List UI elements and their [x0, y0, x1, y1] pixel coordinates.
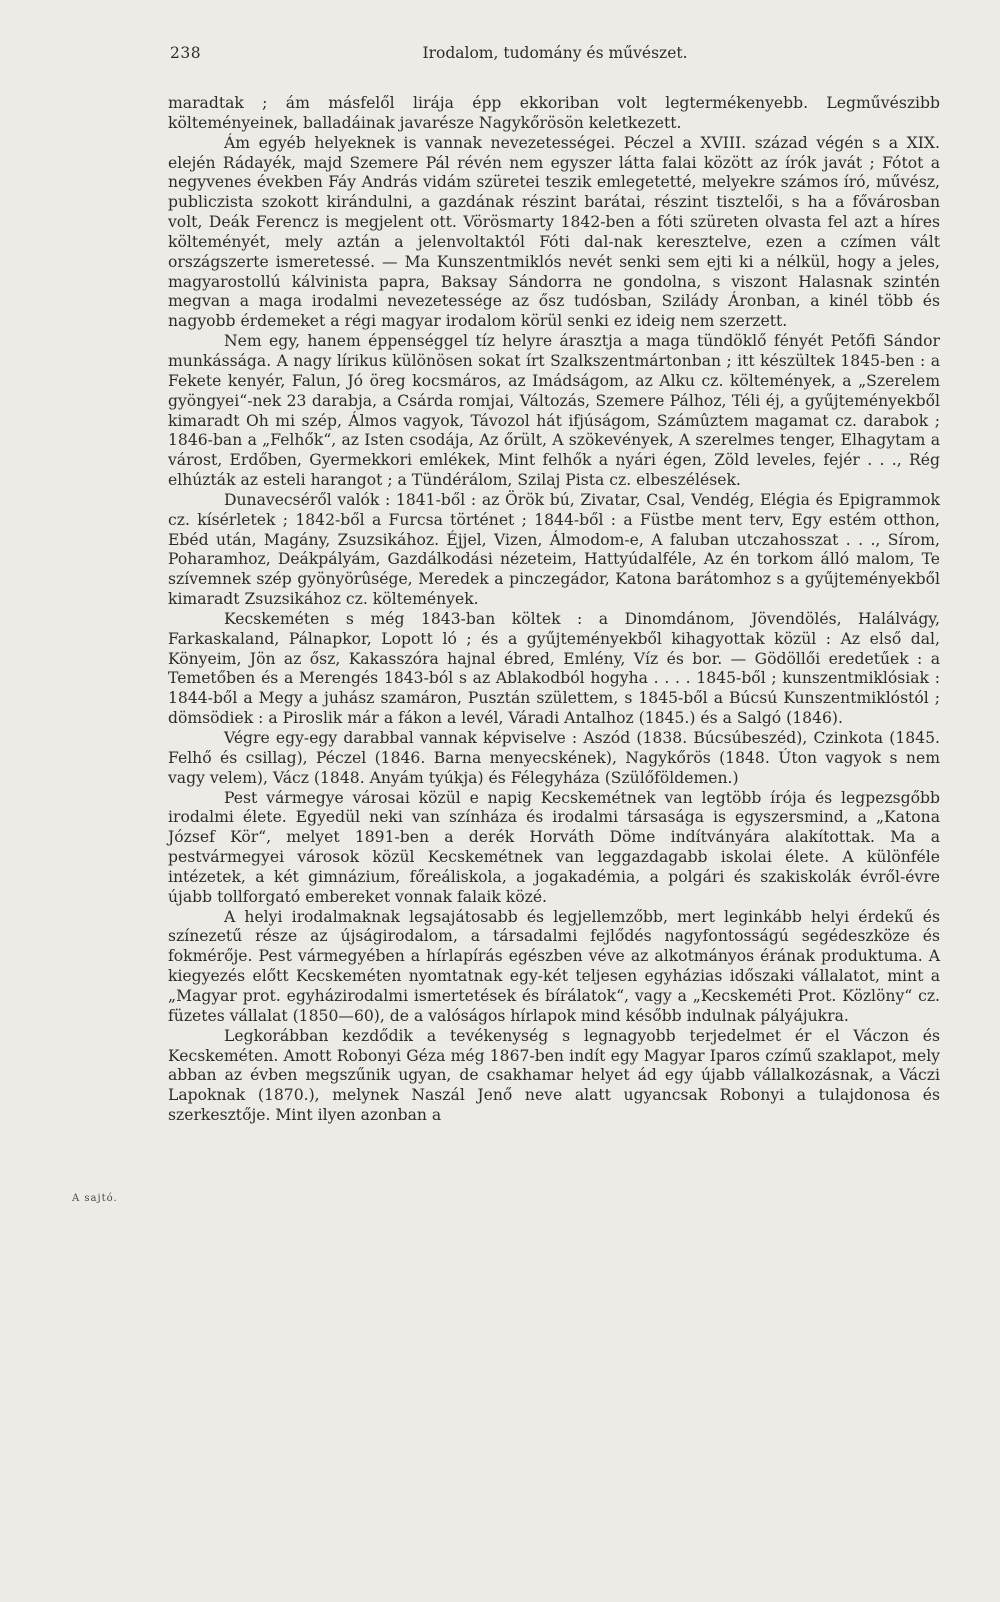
running-title: Irodalom, tudomány és művészet.	[422, 44, 688, 62]
paragraph: Végre egy-egy darabbal vannak képviselve : Aszód (1838. Búcsúbeszéd), Czinkota (1845. Felhő és csillag), Péczel (1846. Barna menyecskének), Nagykőrös (1848. Úton vagyok s nem vagy velem), Vácz (1848. Anyám tyúkja) és Félegyháza (Szülőföldemen.)	[168, 729, 940, 787]
page-number: 238	[170, 44, 202, 62]
body-text	[168, 94, 940, 1126]
paragraph: Kecskeméten s még 1843-ban költek : a Dinomdánom, Jövendölés, Halálvágy, Farkaskaland, Pálnapkor, Lopott ló ; és a gyűjteményekből kihagyottak közül : Az első dal, Könyeim, Jön az ősz, Kakasszóra hajnal ébred, Emlény, Víz és bor. — Gödöllői eredetűek : a Temetőben és a Merengés 1843-ból s az Ablakodból hogyha . . . . 1845-ből ; kunszentmiklósiak : 1844-ből a Megy a juhász szamáron, Pusztán születtem, s 1845-ből a Búcsú Kunszentmiklóstól ; dömsödiek : a Piroslik már a fákon a levél, Váradi Antalhoz (1845.) és a Salgó (1846).	[168, 609, 940, 728]
paragraph: Ám egyéb helyeknek is vannak nevezetességei. Péczel a XVIII. század végén s a XIX. elején Rádayék, majd Szemere Pál révén nem egyszer látta falai között az írók javát ; Fótot a negyvenes években Fáy András vidám szüretei teszik emlegetetté, melyekre számos író, művész, publiczista szokott kirándulni, a gazdának részint barátai, részint tisztelői, s ha a fővárosban volt, Deák Ferencz is megjelent ott. Vörösmarty 1842-ben a fóti szüreten olvasta fel azt a híres költeményét, mely aztán a jelenvoltaktól Fóti dal-nak keresztelve, ezen a czímen vált országszerte ismeretessé. — Ma Kunszentmiklós nevét senki sem ejti ki a nélkül, hogy a jeles, magyarostollú kálvinista papra, Baksay Sándorra ne gondolna, s viszont Halasnak szintén megvan a maga irodalmi nevezetessége az ősz tudósban, Szilády Áronban, a kinél több és nagyobb érdemeket a régi magyar irodalom körül senki ez ideig nem szerzett.	[168, 133, 940, 331]
running-header	[170, 44, 940, 70]
paragraph: Legkorábban kezdődik a tevékenység s legnagyobb terjedelmet ér el Váczon és Kecskeméten. Amott Robonyi Géza még 1867-ben indít egy Magyar Iparos czímű szaklapot, mely abban az évben megszűnik ugyan, de csakhamar helyet ád egy újabb vállalkozásnak, a Váczi Lapoknak (1870.), melynek Naszál Jenő neve alatt ugyancsak Robonyi a tulajdonosa és szerkesztője. Mint ilyen azonban a	[168, 1026, 940, 1125]
paragraph: Pest vármegye városai közül e napig Kecskemétnek van legtöbb írója és legpezsgőbb irodalmi élete. Egyedül neki van színháza és irodalmi társasága is egyszersmind, a „Katona József Kör“, melyet 1891-ben a derék Horváth Döme indítványára alakítottak. Ma a pestvármegyei városok közül Kecskemétnek van leggazdagabb iskolai élete. A különféle intézetek, a két gimnázium, főreáliskola, a jogakadémia, a polgári és szakiskolák évről-évre újabb tollforgató embereket vonnak falaik közé.	[168, 788, 940, 906]
margin-note: A sajtó.	[72, 1193, 118, 1204]
paragraph: Dunavecséről valók : 1841-ből : az Örök bú, Zivatar, Csal, Vendég, Elégia és Epigrammok cz. kísérletek ; 1842-ből a Furcsa történet ; 1844-ből : a Füstbe ment terv, Egy estém otthon, Ebéd után, Magány, Zsuzsikához. Éjjel, Vizen, Álmodom-e, A faluban utczahosszat . . ., Sírom, Poharamhoz, Deákpályám, Gazdálkodási nézeteim, Hattyúdalféle, Az én torkom álló malom, Te szívemnek szép gyönyörûsége, Meredek a pinczegádor, Katona barátomhoz s a gyűjteményekből kimaradt Zsuzsikához cz. költemények.	[168, 490, 940, 609]
paragraph: A helyi irodalmaknak legsajátosabb és legjellemzőbb, mert leginkább helyi érdekű és színezetű része az újságirodalom, a társadalmi fejlődés nagyfontosságú segédeszköze és fokmérője. Pest vármegyében a hírlapírás egészben véve az alkotmányos érának produktuma. A kiegyezés előtt Kecskeméten nyomtatnak egy-két teljesen egyházias időszaki vállalatot, mint a „Magyar prot. egyházirodalmi ismertetések és bírálatok“, vagy a „Kecskeméti Prot. Közlöny“ cz. füzetes vállalat (1850—60), de a valóságos hírlapok mind később indulnak pályájukra.	[168, 907, 940, 1025]
paragraph: maradtak ; ám másfelől lirája épp ekkoriban volt legtermékenyebb. Legművészibb költeményeinek, balladáinak javarésze Nagykőrösön keletkezett.	[168, 94, 940, 132]
paragraph: Nem egy, hanem éppenséggel tíz helyre árasztja a maga tündöklő fényét Petőfi Sándor munkássága. A nagy lírikus különösen sokat írt Szalkszentmártonban ; itt készültek 1845-ben : a Fekete kenyér, Falun, Jó öreg kocsmáros, az Imádságom, az Alku cz. költemények, a „Szerelem gyöngyei“-nek 23 darabja, a Csárda romjai, Változás, Szemere Pálhoz, Téli éj, a gyűjteményekből kimaradt Oh mi szép, Álmos vagyok, Távozol hát ifjúságom, Számûztem magamat cz. darabok ; 1846-ban a „Felhők“, az Isten csodája, Az őrült, A szökevények, A szerelmes tenger, Elhagytam a várost, Erdőben, Gyermekkori emlékek, Mint felhők a nyári égen, Zöld leveles, fejér . . ., Rég elhúzták az esteli harangot ; a Tündérálom, Szilaj Pista cz. elbeszélések.	[168, 332, 940, 490]
